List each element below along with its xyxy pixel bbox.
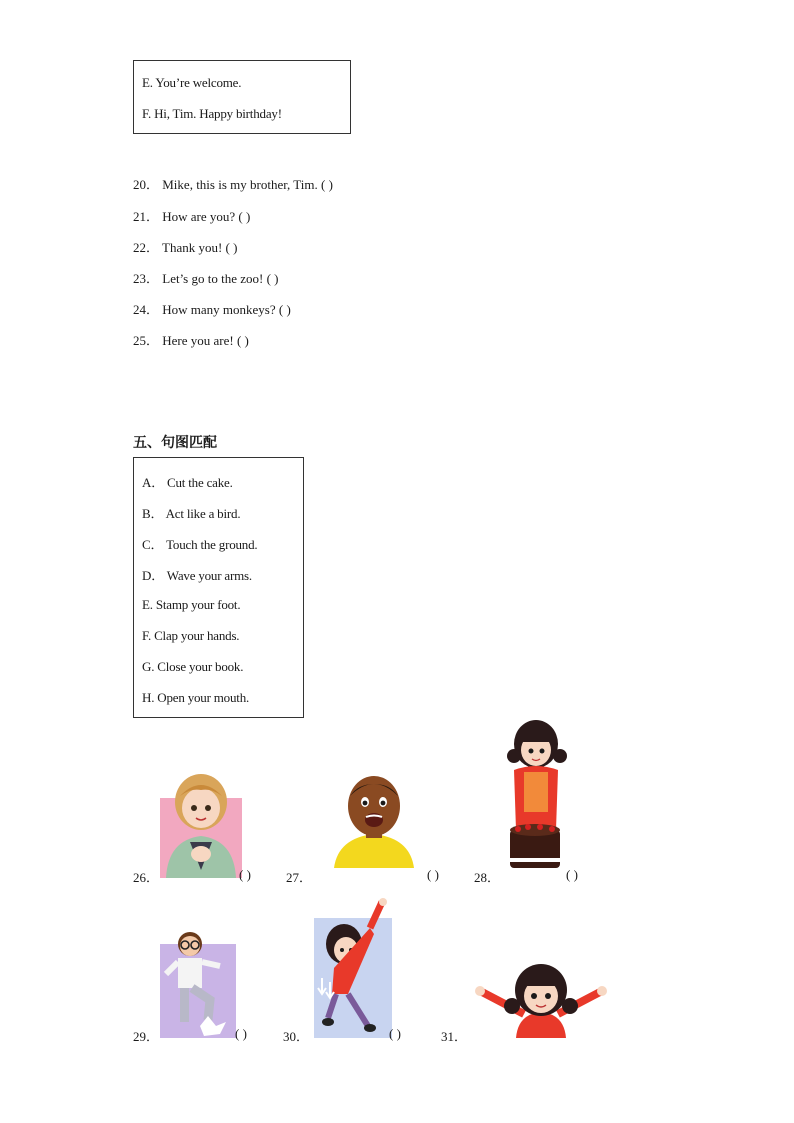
option-d: D． Wave your arms. <box>142 568 252 583</box>
option-f: F. Clap your hands. <box>142 628 240 643</box>
option-a: A． Cut the cake. <box>142 475 233 490</box>
question-23: 23． Let’s go to the zoo! ( ) <box>133 271 279 286</box>
question-20: 20． Mike, this is my brother, Tim. ( ) <box>133 177 333 192</box>
picture-30-touching-ground-girl <box>314 898 392 1038</box>
picture-31-waving-arms-girl <box>472 964 610 1038</box>
picture-29-stamping-boy <box>160 930 236 1038</box>
option-b: B． Act like a bird. <box>142 506 241 521</box>
number-29: 29． <box>133 1029 160 1044</box>
paren-30: ( ) <box>389 1026 401 1041</box>
paren-27: ( ) <box>427 867 439 882</box>
option-e: E. Stamp your foot. <box>142 597 241 612</box>
question-24: 24． How many monkeys? ( ) <box>133 302 291 317</box>
section-5-title: 五、句图匹配 <box>133 435 217 451</box>
question-21: 21． How are you? ( ) <box>133 209 251 224</box>
question-22: 22． Thank you! ( ) <box>133 240 238 255</box>
answer-options-box-1 <box>133 60 351 134</box>
number-31: 31． <box>441 1029 468 1044</box>
answer-options-box-2 <box>133 457 304 718</box>
option-e: E. You’re welcome. <box>142 75 242 90</box>
picture-27-open-mouth-boy <box>330 774 418 868</box>
question-25: 25． Here you are! ( ) <box>133 333 249 348</box>
option-f: F. Hi, Tim. Happy birthday! <box>142 106 282 121</box>
option-c: C． Touch the ground. <box>142 537 258 552</box>
number-28: 28． <box>474 870 501 885</box>
picture-26-clapping-girl <box>160 770 242 878</box>
option-g: G. Close your book. <box>142 659 244 674</box>
picture-28-cake-girl <box>506 718 568 870</box>
number-30: 30． <box>283 1029 310 1044</box>
paren-26: ( ) <box>239 867 251 882</box>
paren-28: ( ) <box>566 867 578 882</box>
number-27: 27． <box>286 870 313 885</box>
paren-29: ( ) <box>235 1026 247 1041</box>
option-h: H. Open your mouth. <box>142 690 250 705</box>
number-26: 26． <box>133 870 160 885</box>
